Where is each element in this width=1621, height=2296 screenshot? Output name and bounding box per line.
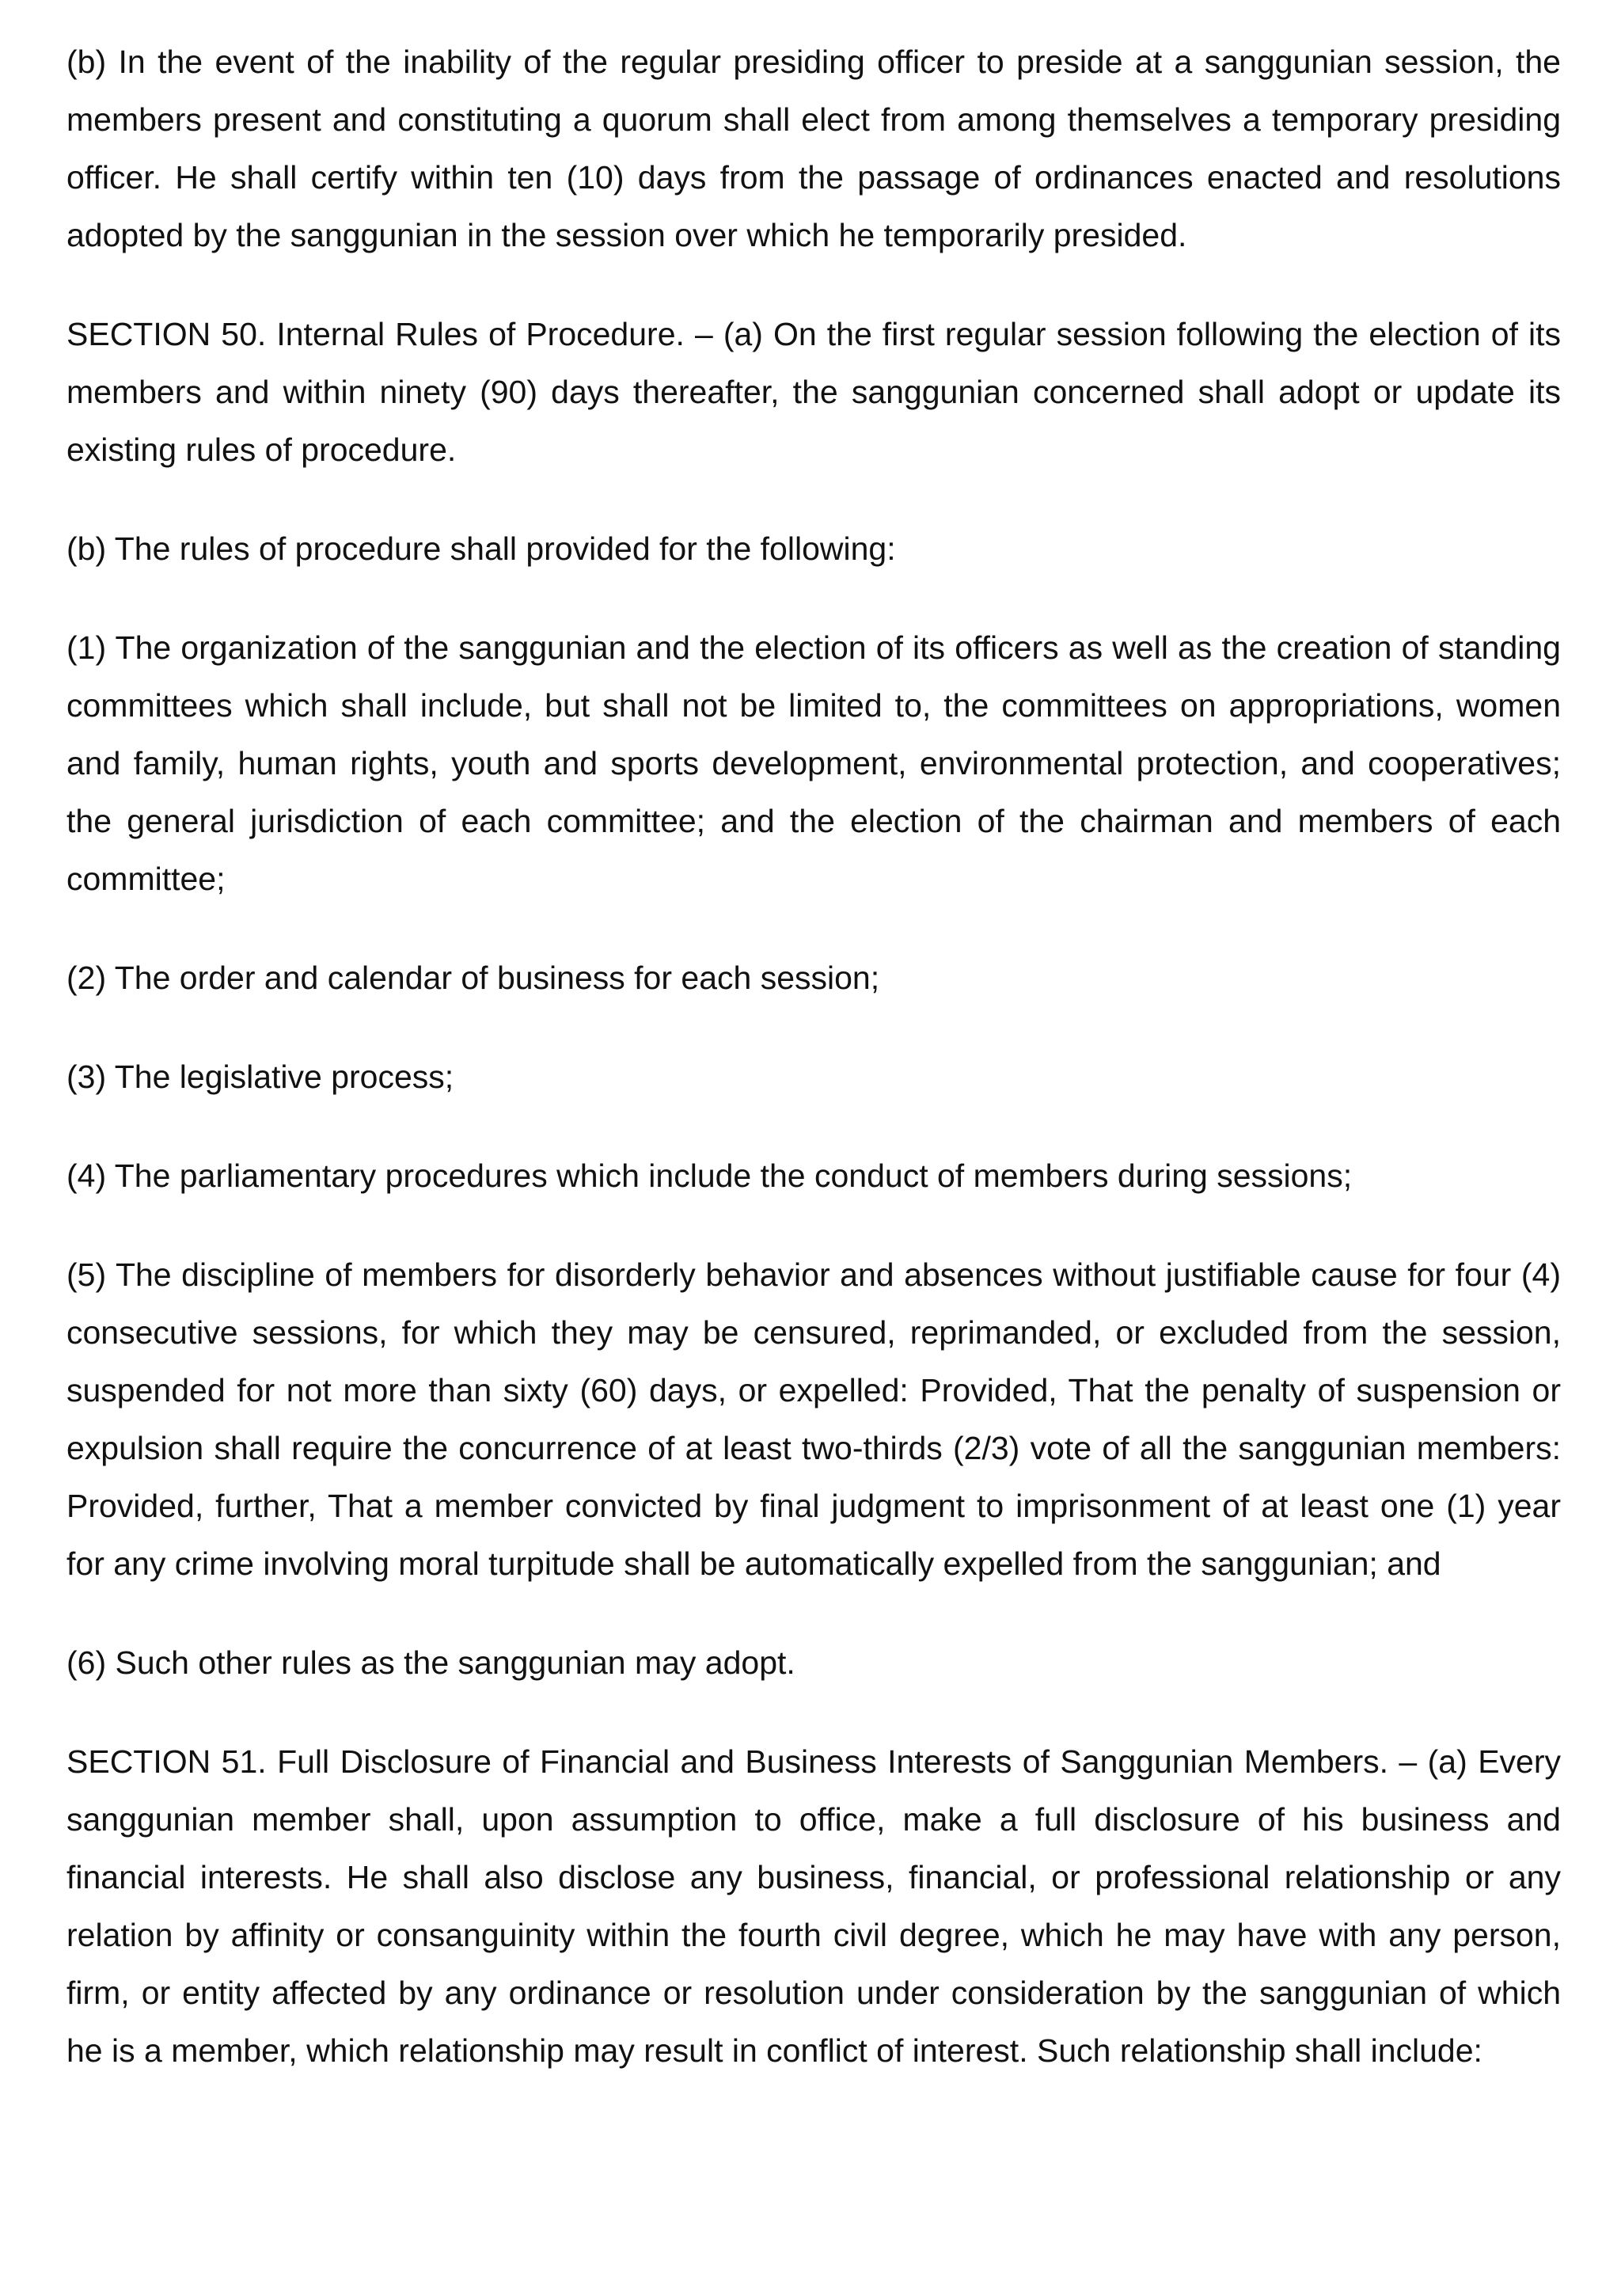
list-item-5-discipline: (5) The discipline of members for disorderly behavior and absences without justifiable cause for four (4) consecutive sessions, for which they may be censured, reprimanded, or excluded from the session, suspended for not more than sixty (60) days, or expelled: Provided, That the penalty of suspension or expulsion shall require the concurrence of at least two-thirds (2/3) vote of all the sanggunian members: Provided, further, That a member convicted by final judgment to imprisonment of at least one (1) year for any crime involving moral turpitude shall be automatically expelled from the sanggunian; and [66,1256,1561,1582]
list-item-1-organization: (1) The organization of the sanggunian and the election of its officers as well as the creation of standing committees which shall include, but shall not be limited to, the committees on appropriations, women and family, human rights, youth and sports development, environmental protection, and cooperatives; the general jurisdiction of each committee; and the election of the chairman and members of each committee; [66,629,1561,897]
paragraph-section-51-disclosure: SECTION 51. Full Disclosure of Financial and Business Interests of Sanggunian Members. – (a) Every sanggunian member shall, upon assumption to office, make a full disclosure of his business and financial interests. He shall also disclose any business, financial, or professional relationship or any relation by affinity or consanguinity within the fourth civil degree, which he may have with any person, firm, or entity affected by any ordinance or resolution under consideration by the sanggunian of which he is a member, which relationship may result in conflict of interest. Such relationship shall include: [66,1743,1561,2069]
document-body [66,33,1561,2080]
paragraph-rules-intro: (b) The rules of procedure shall provided for the following: [66,530,896,567]
paragraph-presiding-officer: (b) In the event of the inability of the regular presiding officer to preside at a sanggunian session, the members present and constituting a quorum shall elect from among themselves a temporary presiding officer. He shall certify within ten (10) days from the passage of ordinances enacted and resolutions adopted by the sanggunian in the session over which he temporarily presided. [66,44,1561,253]
paragraph-section-50-heading: SECTION 50. Internal Rules of Procedure. – (a) On the first regular session following the election of its members and within ninety (90) days thereafter, the sanggunian concerned shall adopt or update its existing rules of procedure. [66,316,1561,468]
list-item-6-other-rules: (6) Such other rules as the sanggunian may adopt. [66,1644,795,1681]
list-item-2-order-calendar: (2) The order and calendar of business for each session; [66,960,880,996]
list-item-4-parliamentary-procedures: (4) The parliamentary procedures which include the conduct of members during sessions; [66,1158,1353,1194]
list-item-3-legislative-process: (3) The legislative process; [66,1059,454,1095]
